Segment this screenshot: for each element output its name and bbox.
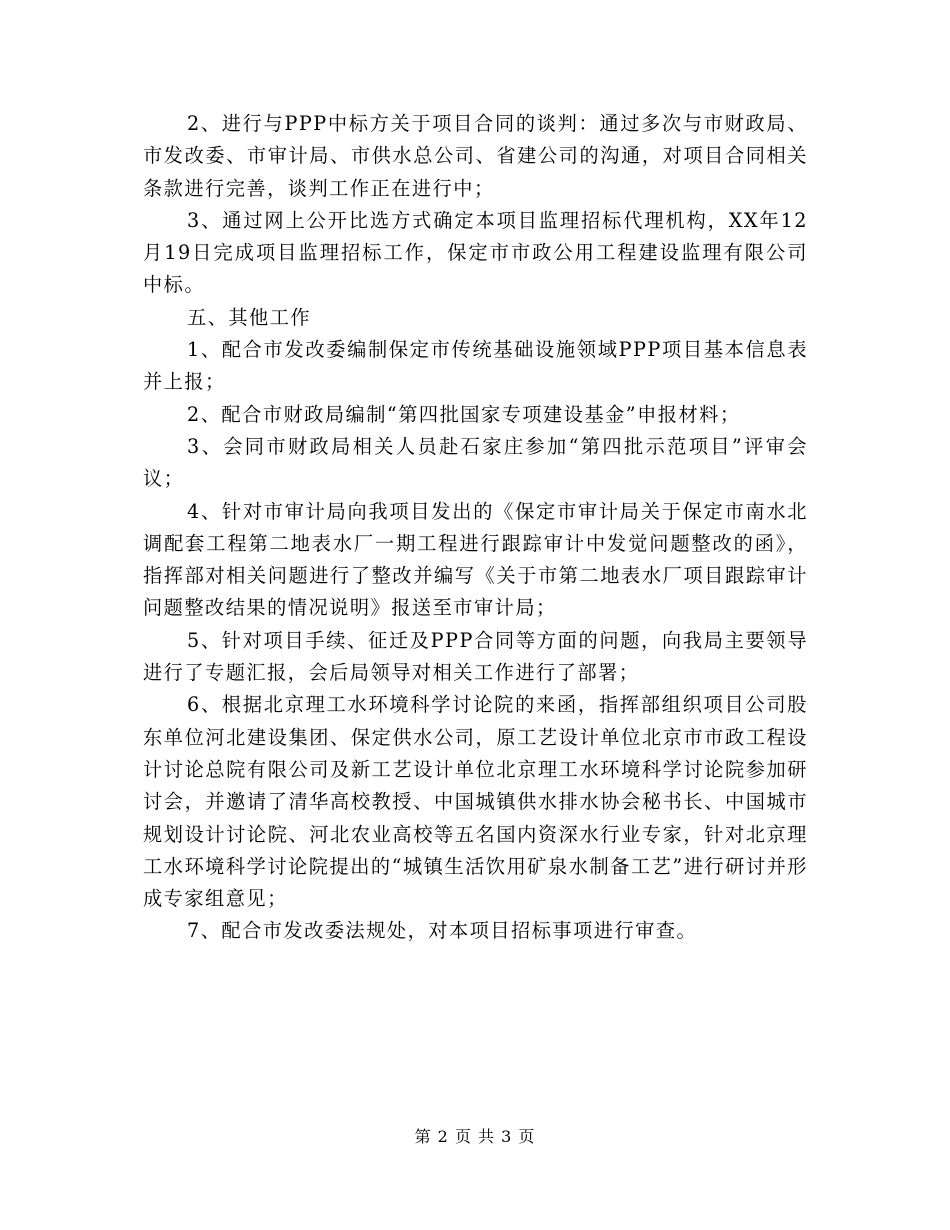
page-footer: 第 2 页 共 3 页: [414, 1127, 536, 1146]
paragraph-audit-rectification: 4、针对市审计局向我项目发出的《保定市审计局关于保定市南水北调配套工程第二地表水厂一期工程进行跟踪审计中发觉问题整改的函》，指挥部对相关问题进行了整改并编写《关于市第二地表水厂项目跟踪审计问题整改结果的情况说明》报送至市审计局；: [143, 499, 808, 620]
paragraph-supervision-tender: 3、通过网上公开比选方式确定本项目监理招标代理机构，XX年12月19日完成项目监理招标工作，保定市市政公用工程建设监理有限公司中标。: [143, 208, 808, 297]
paragraph-contract-negotiation: 2、进行与PPP中标方关于项目合同的谈判：通过多次与市财政局、市发改委、市审计局、市供水总公司、省建公司的沟通，对项目合同相关条款进行完善，谈判工作正在进行中；: [143, 112, 808, 200]
document-body: [143, 108, 808, 948]
paragraph-demo-project-review: 3、会同市财政局相关人员赴石家庄参加“第四批示范项目”评审会议；: [143, 434, 808, 491]
paragraph-construction-fund: 2、配合市财政局编制“第四批国家专项建设基金”申报材料；: [187, 402, 741, 426]
paragraph-ppp-info-report: 1、配合市发改委编制保定市传统基础设施领域PPP项目基本信息表并上报；: [143, 338, 808, 394]
paragraph-expert-seminar: 6、根据北京理工水环境科学讨论院的来函，指挥部组织项目公司股东单位河北建设集团、保定供水公司，原工艺设计单位北京市市政工程设计讨论总院有限公司及新工艺设计单位北京理工水环境科学讨论院参加研讨会，并邀请了清华高校教授、中国城镇供水排水协会秘书长、中国城市规划设计讨论院、河北农业高校等五名国内资深水行业专家，针对北京理工水环境科学讨论院提出的“城镇生活饮用矿泉水制备工艺”进行研讨并形成专家组意见；: [143, 693, 808, 911]
paragraph-tender-review: 7、配合市发改委法规处，对本项目招标事项进行审查。: [187, 919, 698, 943]
paragraph-leadership-report: 5、针对项目手续、征迁及PPP合同等方面的问题，向我局主要领导进行了专题汇报，会后局领导对相关工作进行了部署；: [143, 628, 808, 685]
section-heading-other-work: 五、其他工作: [187, 305, 312, 329]
